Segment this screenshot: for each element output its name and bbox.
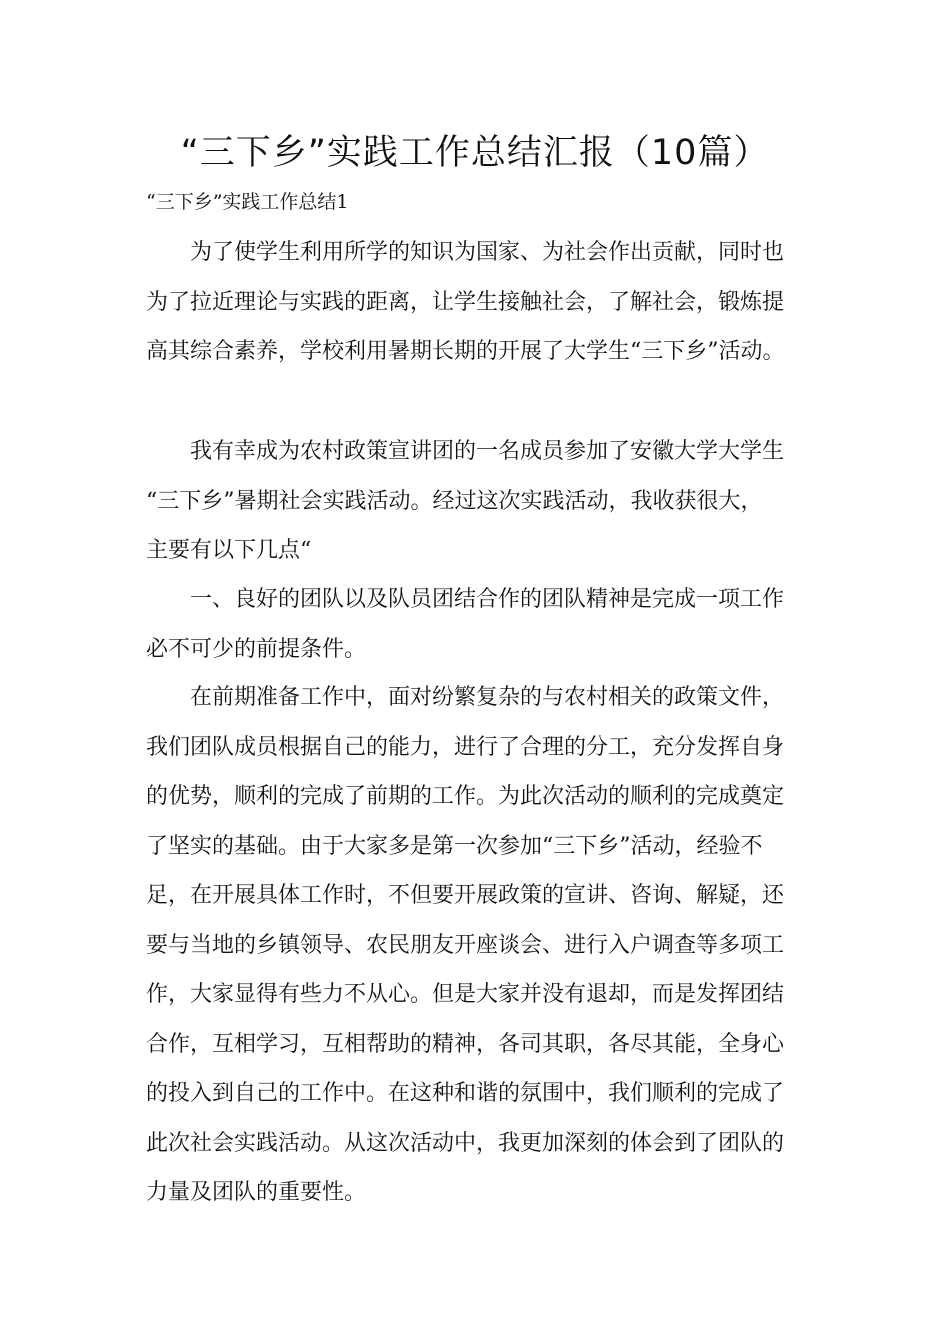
section-subtitle: “三下乡”实践工作总结1 [146,191,349,213]
paragraph-line: 在前期准备工作中，面对纷繁复杂的与农村相关的政策文件， [190,685,785,710]
paragraph-line: 的投入到自己的工作中。在这种和谐的氛围中，我们顺利的完成了 [146,1081,785,1106]
paragraph-line: 一、良好的团队以及队员团结合作的团队精神是完成一项工作 [190,587,785,612]
paragraph-line: 了坚实的基础。由于大家多是第一次参加“三下乡”活动，经验不 [146,833,763,859]
paragraph-intro [146,228,814,377]
paragraph-line: 足，在开展具体工作时，不但要开展政策的宣讲、咨询、解疑，还 [146,883,785,908]
paragraph-line: 合作，互相学习，互相帮助的精神，各司其职，各尽其能，全身心 [146,1031,785,1057]
paragraph-teamwork [146,673,814,1218]
paragraph-line: 此次社会实践活动。从这次活动中，我更加深刻的体会到了团队的 [146,1130,785,1156]
paragraph-line: 我有幸成为农村政策宣讲团的一名成员参加了安徽大学大学生 [190,439,785,464]
paragraph-line: 主要有以下几点“ [146,538,312,563]
document-title: “三下乡”实践工作总结汇报（10篇） [180,133,770,173]
paragraph-point-one [146,575,814,674]
paragraph-line: 我们团队成员根据自己的能力，进行了合理的分工，充分发挥自身 [146,734,785,760]
paragraph-line: 作，大家显得有些力不从心。但是大家并没有退却，而是发挥团结 [146,982,785,1007]
paragraph-line: 为了使学生利用所学的知识为国家、为社会作出贡献，同时也 [190,240,785,265]
paragraph-participation [146,427,814,576]
paragraph-line: 为了拉近理论与实践的距离，让学生接触社会，了解社会，锻炼提 [146,289,785,315]
paragraph-line: “三下乡”暑期社会实践活动。经过这次实践活动，我收获很大， [146,488,763,514]
paragraph-line: 必不可少的前提条件。 [146,636,367,662]
paragraph-line: 力量及团队的重要性。 [146,1180,367,1205]
paragraph-line: 的优势，顺利的完成了前期的工作。为此次活动的顺利的完成奠定 [146,784,785,809]
paragraph-line: 要与当地的乡镇领导、农民朋友开座谈会、进行入户调查等多项工 [146,932,785,958]
paragraph-line: 高其综合素养，学校利用暑期长期的开展了大学生“三下乡”活动。 [146,339,785,364]
